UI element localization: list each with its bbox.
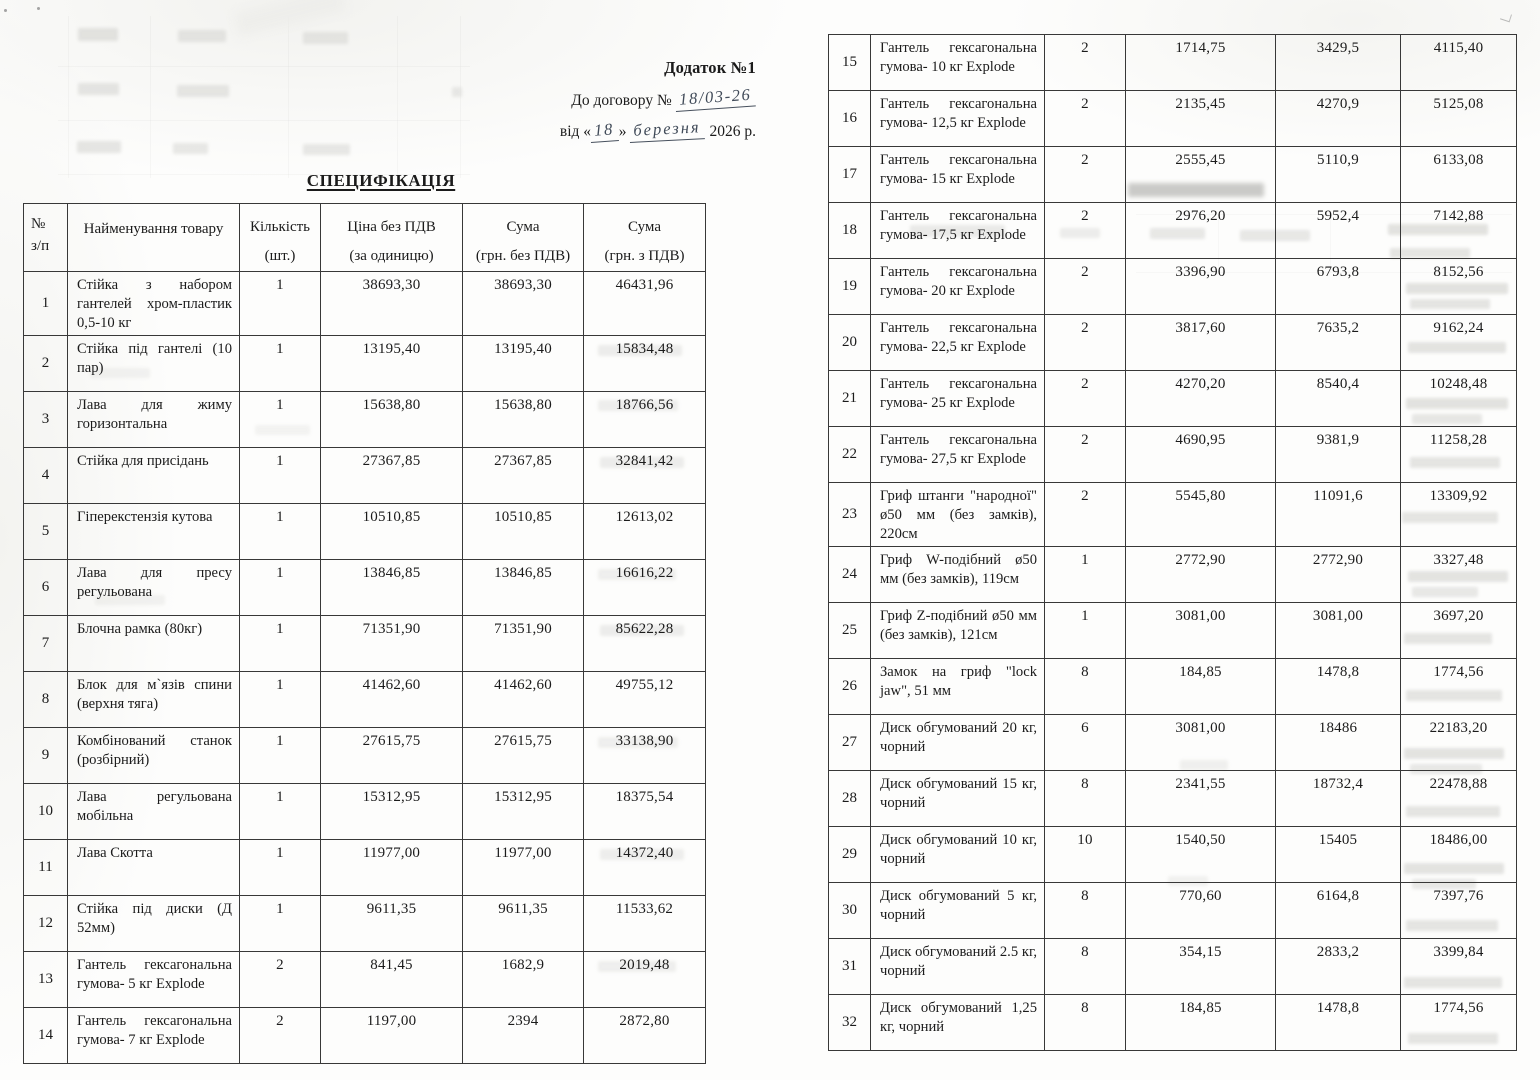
unit-price-value: 2976,20	[1126, 203, 1276, 259]
quantity-value: 1	[1045, 602, 1126, 658]
table-row	[829, 994, 1517, 1050]
table-row	[24, 615, 706, 671]
unit-price-value: 9611,35	[321, 895, 463, 951]
table-row	[24, 272, 706, 336]
sum-with-vat-value: 18375,54	[584, 783, 706, 839]
table-row	[829, 658, 1517, 714]
sum-with-vat-value: 12613,02	[584, 503, 706, 559]
sum-no-vat-value: 15638,80	[463, 391, 584, 447]
item-name: Лава Скотта	[68, 839, 240, 895]
sum-with-vat-value: 4115,40	[1401, 35, 1517, 91]
table-header-row	[24, 204, 706, 272]
unit-price-value: 27615,75	[321, 727, 463, 783]
unit-price-value: 4690,95	[1126, 427, 1276, 483]
quantity-value: 8	[1045, 658, 1126, 714]
quantity-value: 8	[1045, 994, 1126, 1050]
bleedthrough-line	[288, 16, 289, 178]
item-name: Блочна рамка (80кг)	[68, 615, 240, 671]
sum-with-vat-value: 46431,96	[584, 272, 706, 336]
sum-no-vat-value: 27367,85	[463, 447, 584, 503]
header-row-number: № з/п	[24, 204, 68, 272]
row-number: 1	[24, 272, 68, 336]
sum-with-vat-value: 8152,56	[1401, 259, 1517, 315]
sum-no-vat-value: 2394	[463, 1007, 584, 1063]
quantity-value: 2	[1045, 35, 1126, 91]
handwritten-contract-number: 18/03-26	[674, 84, 756, 112]
unit-price-value: 71351,90	[321, 615, 463, 671]
item-name: Гантель гексагональна гумова- 15 кг Explode	[871, 147, 1045, 203]
unit-price-value: 5545,80	[1126, 483, 1276, 547]
table-row	[829, 938, 1517, 994]
quantity-value: 1	[240, 272, 321, 336]
unit-price-value: 13846,85	[321, 559, 463, 615]
sum-with-vat-value: 22183,20	[1401, 714, 1517, 770]
quantity-value: 2	[1045, 315, 1126, 371]
page-title: СПЕЦИФІКАЦІЯ	[306, 171, 456, 190]
row-number: 25	[829, 602, 871, 658]
item-name: Диск обгумований 2.5 кг, чорний	[871, 938, 1045, 994]
table-row	[24, 391, 706, 447]
row-number: 7	[24, 615, 68, 671]
row-number: 11	[24, 839, 68, 895]
sum-no-vat-value: 15405	[1276, 826, 1401, 882]
bleedthrough-smudge	[173, 143, 208, 154]
bleedthrough-smudge	[78, 28, 118, 41]
handwritten-day: 18	[589, 119, 618, 143]
sum-no-vat-value: 7635,2	[1276, 315, 1401, 371]
row-number: 15	[829, 35, 871, 91]
row-number: 12	[24, 895, 68, 951]
item-name: Гантель гексагональна гумова- 20 кг Explode	[871, 259, 1045, 315]
table-row	[829, 602, 1517, 658]
table-row	[24, 839, 706, 895]
sum-no-vat-value: 6164,8	[1276, 882, 1401, 938]
quantity-value: 1	[240, 895, 321, 951]
sum-no-vat-value: 3429,5	[1276, 35, 1401, 91]
sum-with-vat-value: 10248,48	[1401, 371, 1517, 427]
table-row	[829, 427, 1517, 483]
sum-no-vat-value: 8540,4	[1276, 371, 1401, 427]
unit-price-value: 41462,60	[321, 671, 463, 727]
row-number: 5	[24, 503, 68, 559]
item-name: Лава для пресу регульована	[68, 559, 240, 615]
quantity-value: 1	[240, 335, 321, 391]
table-row	[24, 1007, 706, 1063]
item-name: Гриф штанги "народної" ø50 мм (без замків), 220см	[871, 483, 1045, 547]
item-name: Гриф Z-подібний ø50 мм (без замків), 121см	[871, 602, 1045, 658]
sum-with-vat-value: 3327,48	[1401, 546, 1517, 602]
table-row	[24, 727, 706, 783]
table-row	[829, 546, 1517, 602]
quantity-value: 1	[240, 783, 321, 839]
sum-no-vat-value: 13846,85	[463, 559, 584, 615]
date-line	[559, 117, 756, 143]
unit-price-value: 27367,85	[321, 447, 463, 503]
table-row	[829, 203, 1517, 259]
appendix-title: Додаток №1	[664, 58, 756, 77]
sum-no-vat-value: 41462,60	[463, 671, 584, 727]
quantity-value: 6	[1045, 714, 1126, 770]
row-number: 3	[24, 391, 68, 447]
quantity-value: 1	[240, 559, 321, 615]
sum-with-vat-value: 32841,42	[584, 447, 706, 503]
bleedthrough-line	[58, 66, 470, 67]
table-row	[24, 671, 706, 727]
sum-with-vat-value: 49755,12	[584, 671, 706, 727]
unit-price-value: 10510,85	[321, 503, 463, 559]
item-name: Диск обгумований 20 кг, чорний	[871, 714, 1045, 770]
table-row	[829, 147, 1517, 203]
item-name: Гантель гексагональна гумова- 27,5 кг Explode	[871, 427, 1045, 483]
bleedthrough-line	[150, 16, 151, 178]
item-name: Стійка з набором гантелей хром-пластик 0,5-10 кг	[68, 272, 240, 336]
bleedthrough-smudge	[178, 30, 226, 42]
sum-with-vat-value: 7397,76	[1401, 882, 1517, 938]
item-name: Гіперекстензія кутова	[68, 503, 240, 559]
bleedthrough-smudge	[77, 141, 121, 153]
scan-smudge	[234, 0, 347, 37]
sum-with-vat-value: 3399,84	[1401, 938, 1517, 994]
unit-price-value: 2555,45	[1126, 147, 1276, 203]
row-number: 16	[829, 91, 871, 147]
quantity-value: 2	[240, 951, 321, 1007]
item-name: Гантель гексагональна гумова- 22,5 кг Explode	[871, 315, 1045, 371]
sum-with-vat-value: 15834,48	[584, 335, 706, 391]
table-row	[24, 447, 706, 503]
unit-price-value: 184,85	[1126, 994, 1276, 1050]
sum-no-vat-value: 27615,75	[463, 727, 584, 783]
quantity-value: 2	[1045, 427, 1126, 483]
quantity-value: 2	[1045, 147, 1126, 203]
quantity-value: 8	[1045, 882, 1126, 938]
item-name: Диск обгумований 1,25 кг, чорний	[871, 994, 1045, 1050]
quantity-value: 1	[240, 391, 321, 447]
table-row	[24, 503, 706, 559]
quantity-value: 10	[1045, 826, 1126, 882]
row-number: 30	[829, 882, 871, 938]
unit-price-value: 2135,45	[1126, 91, 1276, 147]
quantity-value: 8	[1045, 770, 1126, 826]
row-number: 14	[24, 1007, 68, 1063]
table-row	[24, 335, 706, 391]
table-row	[829, 826, 1517, 882]
row-number: 29	[829, 826, 871, 882]
unit-price-value: 1540,50	[1126, 826, 1276, 882]
header-sum-no-vat: Сума (грн. без ПДВ)	[463, 204, 584, 272]
sum-no-vat-value: 3081,00	[1276, 602, 1401, 658]
row-number: 8	[24, 671, 68, 727]
sum-with-vat-value: 85622,28	[584, 615, 706, 671]
quantity-value: 1	[240, 671, 321, 727]
unit-price-value: 1714,75	[1126, 35, 1276, 91]
table-row	[829, 882, 1517, 938]
quantity-value: 1	[240, 839, 321, 895]
sum-with-vat-value: 18766,56	[584, 391, 706, 447]
contract-label: До договору №	[571, 92, 672, 109]
sum-with-vat-value: 18486,00	[1401, 826, 1517, 882]
bleedthrough-smudge	[78, 83, 119, 95]
item-name: Стійка під гантелі (10 пар)	[68, 335, 240, 391]
sum-with-vat-value: 2019,48	[584, 951, 706, 1007]
item-name: Стійка для присідань	[68, 447, 240, 503]
sum-no-vat-value: 9381,9	[1276, 427, 1401, 483]
unit-price-value: 2341,55	[1126, 770, 1276, 826]
sum-no-vat-value: 71351,90	[463, 615, 584, 671]
item-name: Гантель гексагональна гумова- 12,5 кг Explode	[871, 91, 1045, 147]
quantity-value: 2	[1045, 259, 1126, 315]
quantity-value: 2	[1045, 203, 1126, 259]
sum-with-vat-value: 6133,08	[1401, 147, 1517, 203]
sum-no-vat-value: 11091,6	[1276, 483, 1401, 547]
item-name: Гантель гексагональна гумова- 10 кг Explode	[871, 35, 1045, 91]
sum-no-vat-value: 4270,9	[1276, 91, 1401, 147]
table-row	[24, 895, 706, 951]
sum-no-vat-value: 15312,95	[463, 783, 584, 839]
specification-table-page1	[23, 203, 706, 1064]
unit-price-value: 3817,60	[1126, 315, 1276, 371]
handwritten-month: березня	[629, 117, 705, 143]
item-name: Диск обгумований 15 кг, чорний	[871, 770, 1045, 826]
quantity-value: 2	[1045, 91, 1126, 147]
sum-no-vat-value: 5110,9	[1276, 147, 1401, 203]
row-number: 13	[24, 951, 68, 1007]
sum-no-vat-value: 2833,2	[1276, 938, 1401, 994]
sum-no-vat-value: 13195,40	[463, 335, 584, 391]
table-row	[829, 259, 1517, 315]
bleedthrough-smudge	[452, 87, 462, 97]
item-name: Лава регульована мобільна	[68, 783, 240, 839]
quantity-value: 8	[1045, 938, 1126, 994]
quantity-value: 2	[240, 1007, 321, 1063]
header-item-name: Найменування товару	[68, 204, 240, 272]
quantity-value: 1	[240, 615, 321, 671]
date-close-quote: »	[618, 123, 627, 140]
sum-with-vat-value: 16616,22	[584, 559, 706, 615]
table-row	[829, 483, 1517, 547]
unit-price-value: 354,15	[1126, 938, 1276, 994]
sum-no-vat-value: 1478,8	[1276, 994, 1401, 1050]
date-prefix: від «	[559, 123, 592, 140]
sum-with-vat-value: 1774,56	[1401, 994, 1517, 1050]
bleedthrough-line	[68, 16, 69, 178]
sum-with-vat-value: 3697,20	[1401, 602, 1517, 658]
table-row	[829, 91, 1517, 147]
unit-price-value: 3396,90	[1126, 259, 1276, 315]
header-unit-price: Ціна без ПДВ (за одиницю)	[321, 204, 463, 272]
quantity-value: 1	[240, 503, 321, 559]
bleedthrough-line	[58, 120, 470, 121]
bleedthrough-line	[460, 16, 461, 178]
table-row	[829, 714, 1517, 770]
table-row	[24, 559, 706, 615]
scan-speck	[4, 9, 7, 12]
row-number: 26	[829, 658, 871, 714]
sum-no-vat-value: 2772,90	[1276, 546, 1401, 602]
sum-no-vat-value: 18732,4	[1276, 770, 1401, 826]
row-number: 27	[829, 714, 871, 770]
date-year: 2026 р.	[709, 123, 756, 140]
row-number: 20	[829, 315, 871, 371]
sum-no-vat-value: 38693,30	[463, 272, 584, 336]
sum-with-vat-value: 22478,88	[1401, 770, 1517, 826]
row-number: 2	[24, 335, 68, 391]
sum-with-vat-value: 7142,88	[1401, 203, 1517, 259]
unit-price-value: 770,60	[1126, 882, 1276, 938]
sum-no-vat-value: 11977,00	[463, 839, 584, 895]
unit-price-value: 11977,00	[321, 839, 463, 895]
unit-price-value: 38693,30	[321, 272, 463, 336]
item-name: Гантель гексагональна гумова- 25 кг Explode	[871, 371, 1045, 427]
row-number: 4	[24, 447, 68, 503]
sum-with-vat-value: 9162,24	[1401, 315, 1517, 371]
quantity-value: 1	[1045, 546, 1126, 602]
unit-price-value: 4270,20	[1126, 371, 1276, 427]
row-number: 10	[24, 783, 68, 839]
unit-price-value: 3081,00	[1126, 714, 1276, 770]
unit-price-value: 841,45	[321, 951, 463, 1007]
item-name: Гантель гексагональна гумова- 17,5 кг Explode	[871, 203, 1045, 259]
quantity-value: 2	[1045, 483, 1126, 547]
sum-with-vat-value: 11258,28	[1401, 427, 1517, 483]
row-number: 31	[829, 938, 871, 994]
row-number: 23	[829, 483, 871, 547]
document-header	[560, 58, 756, 143]
unit-price-value: 184,85	[1126, 658, 1276, 714]
table-row	[829, 770, 1517, 826]
row-number: 28	[829, 770, 871, 826]
item-name: Гантель гексагональна гумова- 7 кг Explode	[68, 1007, 240, 1063]
unit-price-value: 15312,95	[321, 783, 463, 839]
item-name: Комбінований станок (розбірний)	[68, 727, 240, 783]
sum-no-vat-value: 5952,4	[1276, 203, 1401, 259]
quantity-value: 1	[240, 727, 321, 783]
row-number: 17	[829, 147, 871, 203]
table-row	[24, 951, 706, 1007]
item-name: Блок для м`язів спини (верхня тяга)	[68, 671, 240, 727]
contract-line	[560, 84, 756, 112]
row-number: 21	[829, 371, 871, 427]
unit-price-value: 2772,90	[1126, 546, 1276, 602]
quantity-value: 1	[240, 447, 321, 503]
item-name: Гриф W-подібний ø50 мм (без замків), 119см	[871, 546, 1045, 602]
table-row	[829, 371, 1517, 427]
scan-speck	[37, 7, 40, 10]
sum-no-vat-value: 9611,35	[463, 895, 584, 951]
item-name: Диск обгумований 5 кг, чорний	[871, 882, 1045, 938]
row-number: 24	[829, 546, 871, 602]
sum-with-vat-value: 14372,40	[584, 839, 706, 895]
sum-with-vat-value: 5125,08	[1401, 91, 1517, 147]
table-row	[829, 315, 1517, 371]
row-number: 18	[829, 203, 871, 259]
sum-with-vat-value: 2872,80	[584, 1007, 706, 1063]
table-row	[24, 783, 706, 839]
bleedthrough-smudge	[177, 85, 229, 97]
sum-no-vat-value: 1682,9	[463, 951, 584, 1007]
item-name: Лава для жиму горизонтальна	[68, 391, 240, 447]
scan-speck	[1500, 12, 1512, 23]
unit-price-value: 15638,80	[321, 391, 463, 447]
sum-no-vat-value: 10510,85	[463, 503, 584, 559]
sum-with-vat-value: 33138,90	[584, 727, 706, 783]
sum-with-vat-value: 11533,62	[584, 895, 706, 951]
table-row	[829, 35, 1517, 91]
row-number: 6	[24, 559, 68, 615]
unit-price-value: 3081,00	[1126, 602, 1276, 658]
bleedthrough-smudge	[303, 144, 350, 155]
sum-no-vat-value: 18486	[1276, 714, 1401, 770]
row-number: 9	[24, 727, 68, 783]
quantity-value: 2	[1045, 371, 1126, 427]
unit-price-value: 13195,40	[321, 335, 463, 391]
header-sum-with-vat: Сума (грн. з ПДВ)	[584, 204, 706, 272]
item-name: Диск обгумований 10 кг, чорний	[871, 826, 1045, 882]
bleedthrough-smudge	[303, 32, 348, 44]
sum-no-vat-value: 1478,8	[1276, 658, 1401, 714]
row-number: 19	[829, 259, 871, 315]
row-number: 22	[829, 427, 871, 483]
sum-with-vat-value: 13309,92	[1401, 483, 1517, 547]
item-name: Гантель гексагональна гумова- 5 кг Explode	[68, 951, 240, 1007]
specification-table-page2	[828, 34, 1517, 1051]
sum-no-vat-value: 6793,8	[1276, 259, 1401, 315]
bleedthrough-line	[397, 16, 398, 178]
unit-price-value: 1197,00	[321, 1007, 463, 1063]
item-name: Стійка під диски (Д 52мм)	[68, 895, 240, 951]
item-name: Замок на гриф "lock jaw", 51 мм	[871, 658, 1045, 714]
row-number: 32	[829, 994, 871, 1050]
sum-with-vat-value: 1774,56	[1401, 658, 1517, 714]
header-quantity: Кількість (шт.)	[240, 204, 321, 272]
